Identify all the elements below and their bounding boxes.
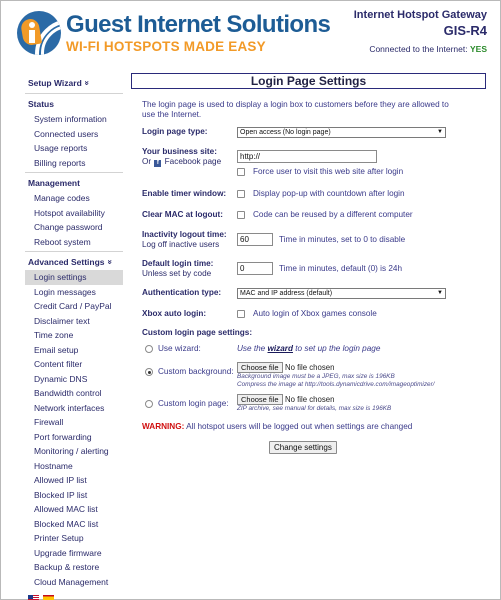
sidebar-item-allowed-ip-list[interactable]: Allowed IP list: [34, 475, 87, 485]
warning-text: All hotspot users will be logged out when settings are changed: [186, 422, 413, 431]
use-wizard-text: [237, 344, 380, 353]
facebook-sublabel-suffix: Facebook page: [164, 157, 222, 166]
sidebar-item-network-interfaces[interactable]: Network interfaces: [34, 402, 105, 413]
intro-text: The login page is used to display a login box to customers before they are allowed to use the Internet.: [142, 100, 449, 119]
xbox-label: Xbox auto login:: [142, 309, 207, 318]
custom-login-page-label: Custom login page:: [158, 399, 229, 408]
facebook-sublabel-prefix: Or: [142, 157, 152, 166]
sidebar: [25, 73, 123, 600]
us-flag-icon[interactable]: [28, 595, 39, 600]
default-login-hint: Time in minutes, default (0) is 24h: [279, 264, 403, 273]
connection-status: [369, 44, 487, 54]
sidebar-item-login-messages[interactable]: Login messages: [34, 286, 96, 297]
wizard-link[interactable]: wizard: [267, 344, 293, 353]
default-login-input[interactable]: 0: [237, 262, 273, 275]
login-type-label: Login page type:: [142, 127, 208, 136]
login-page-file-status: No file chosen: [285, 395, 335, 404]
background-file-status: No file chosen: [285, 363, 335, 372]
clear-mac-text: Code can be reused by a different computer: [253, 210, 413, 219]
background-note-1: Background image must be a JPEG, max size is 196KB: [237, 373, 395, 380]
sidebar-item-connected-users[interactable]: Connected users: [34, 128, 99, 139]
chevron-down-icon: »: [82, 80, 93, 86]
force-visit-checkbox[interactable]: [237, 168, 245, 176]
logo-icon: [17, 11, 61, 55]
sidebar-item-upgrade-firmware[interactable]: Upgrade firmware: [34, 547, 102, 558]
language-flags: [25, 595, 123, 600]
sidebar-item-content-filter[interactable]: Content filter: [34, 359, 83, 369]
login-type-select[interactable]: [237, 127, 446, 138]
sidebar-item-manage-codes[interactable]: Manage codes: [34, 193, 90, 203]
sidebar-item-dynamic-dns[interactable]: Dynamic DNS: [34, 373, 88, 384]
sidebar-item-bandwidth-control[interactable]: Bandwidth control: [34, 388, 102, 398]
main-panel: [131, 73, 486, 452]
facebook-sublabel: [142, 157, 221, 167]
brand-tagline: WI-FI HOTSPOTS MADE EASY: [66, 39, 266, 54]
custom-background-radio[interactable]: [145, 368, 153, 376]
sidebar-heading[interactable]: [25, 251, 123, 270]
inactivity-label: Inactivity logout time:: [142, 230, 227, 239]
chevron-down-icon: ▼: [437, 129, 443, 135]
warning-message: [142, 422, 412, 431]
sidebar-item-backup-restore[interactable]: Backup & restore: [34, 562, 100, 572]
custom-login-page-radio[interactable]: [145, 400, 153, 408]
sidebar-item-credit-card-paypal[interactable]: Credit Card / PayPal: [34, 301, 112, 311]
es-flag-icon[interactable]: [43, 595, 54, 600]
timer-window-text: Display pop-up with countdown after login: [253, 189, 405, 198]
use-wizard-label: Use wizard:: [158, 344, 201, 353]
inactivity-sublabel: Log off inactive users: [142, 240, 220, 249]
brand-name: Guest Internet Solutions: [66, 11, 331, 38]
sidebar-item-allowed-mac-list[interactable]: Allowed MAC list: [34, 504, 98, 514]
wizard-text-suffix: to set up the login page: [295, 344, 381, 353]
sidebar-item-login-settings[interactable]: Login settings: [25, 270, 123, 285]
sidebar-item-blocked-ip-list[interactable]: Blocked IP list: [34, 489, 88, 500]
business-site-label: Your business site:: [142, 147, 217, 156]
login-type-value: Open access (No login page): [240, 129, 331, 136]
sidebar-item-cloud-management[interactable]: Cloud Management: [34, 576, 109, 587]
sidebar-item-email-setup[interactable]: Email setup: [34, 344, 79, 355]
sidebar-item-time-zone[interactable]: Time zone: [34, 330, 74, 340]
sidebar-item-hotspot-availability[interactable]: Hotspot availability: [34, 207, 105, 218]
sidebar-heading-label: Status: [28, 99, 54, 109]
sidebar-item-monitoring-alerting[interactable]: Monitoring / alerting: [34, 446, 109, 456]
xbox-text: Auto login of Xbox games console: [253, 309, 377, 318]
custom-background-label: Custom background:: [158, 367, 234, 376]
login-page-choose-file-button[interactable]: Choose file: [237, 394, 283, 405]
auth-type-value: MAC and IP address (default): [240, 290, 333, 297]
sidebar-item-blocked-mac-list[interactable]: Blocked MAC list: [34, 518, 99, 529]
sidebar-item-printer-setup[interactable]: Printer Setup: [34, 533, 84, 543]
auth-type-select[interactable]: [237, 288, 446, 299]
sidebar-item-disclaimer-text[interactable]: Disclaimer text: [34, 315, 90, 326]
background-choose-file-button[interactable]: Choose file: [237, 362, 283, 373]
chevron-down-icon: ▼: [437, 290, 443, 296]
clear-mac-label: Clear MAC at logout:: [142, 210, 223, 219]
sidebar-heading-label: Advanced Settings: [28, 257, 105, 267]
change-settings-button[interactable]: Change settings: [269, 441, 337, 454]
product-name: Internet Hotspot Gateway: [353, 9, 487, 21]
timer-window-checkbox[interactable]: [237, 190, 245, 198]
warning-label: WARNING:: [142, 422, 185, 431]
clear-mac-checkbox[interactable]: [237, 211, 245, 219]
sidebar-heading-label: Management: [28, 178, 80, 188]
inactivity-hint: Time in minutes, set to 0 to disable: [279, 235, 406, 244]
xbox-checkbox[interactable]: [237, 310, 245, 318]
inactivity-input[interactable]: 60: [237, 233, 273, 246]
connection-label: Connected to the Internet:: [369, 44, 468, 54]
sidebar-item-system-information[interactable]: System information: [34, 114, 107, 124]
sidebar-item-usage-reports[interactable]: Usage reports: [34, 143, 88, 153]
sidebar-item-reboot-system[interactable]: Reboot system: [34, 236, 91, 247]
facebook-icon: f: [154, 160, 161, 167]
sidebar-item-port-forwarding[interactable]: Port forwarding: [34, 431, 92, 442]
sidebar-item-hostname[interactable]: Hostname: [34, 460, 73, 471]
sidebar-heading: [25, 172, 123, 191]
use-wizard-radio[interactable]: [145, 345, 153, 353]
chevron-down-icon: »: [104, 259, 115, 265]
model-name: GIS-R4: [443, 23, 487, 38]
default-login-sublabel: Unless set by code: [142, 269, 212, 278]
sidebar-item-billing-reports[interactable]: Billing reports: [34, 157, 86, 168]
login-page-note: ZIP archive, see manual for details, max size is 196KB: [237, 405, 392, 412]
auth-type-label: Authentication type:: [142, 288, 222, 297]
wizard-text-prefix: Use the: [237, 344, 266, 353]
page-title: Login Page Settings: [131, 73, 486, 89]
connection-value: YES: [469, 44, 487, 54]
sidebar-heading[interactable]: [25, 73, 123, 91]
custom-settings-label: Custom login page settings:: [142, 328, 253, 337]
background-note-2: Compress the image at http://tools.dynamicdrive.com/imageoptimizer/: [237, 381, 435, 388]
default-login-label: Default login time:: [142, 259, 214, 268]
timer-window-label: Enable timer window:: [142, 189, 227, 198]
sidebar-item-firewall[interactable]: Firewall: [34, 417, 64, 427]
sidebar-item-change-password[interactable]: Change password: [34, 222, 103, 232]
force-visit-label: Force user to visit this web site after login: [253, 167, 404, 176]
sidebar-heading-label: Setup Wizard: [28, 78, 82, 88]
sidebar-heading: [25, 93, 123, 112]
business-site-input[interactable]: http://: [237, 150, 377, 163]
